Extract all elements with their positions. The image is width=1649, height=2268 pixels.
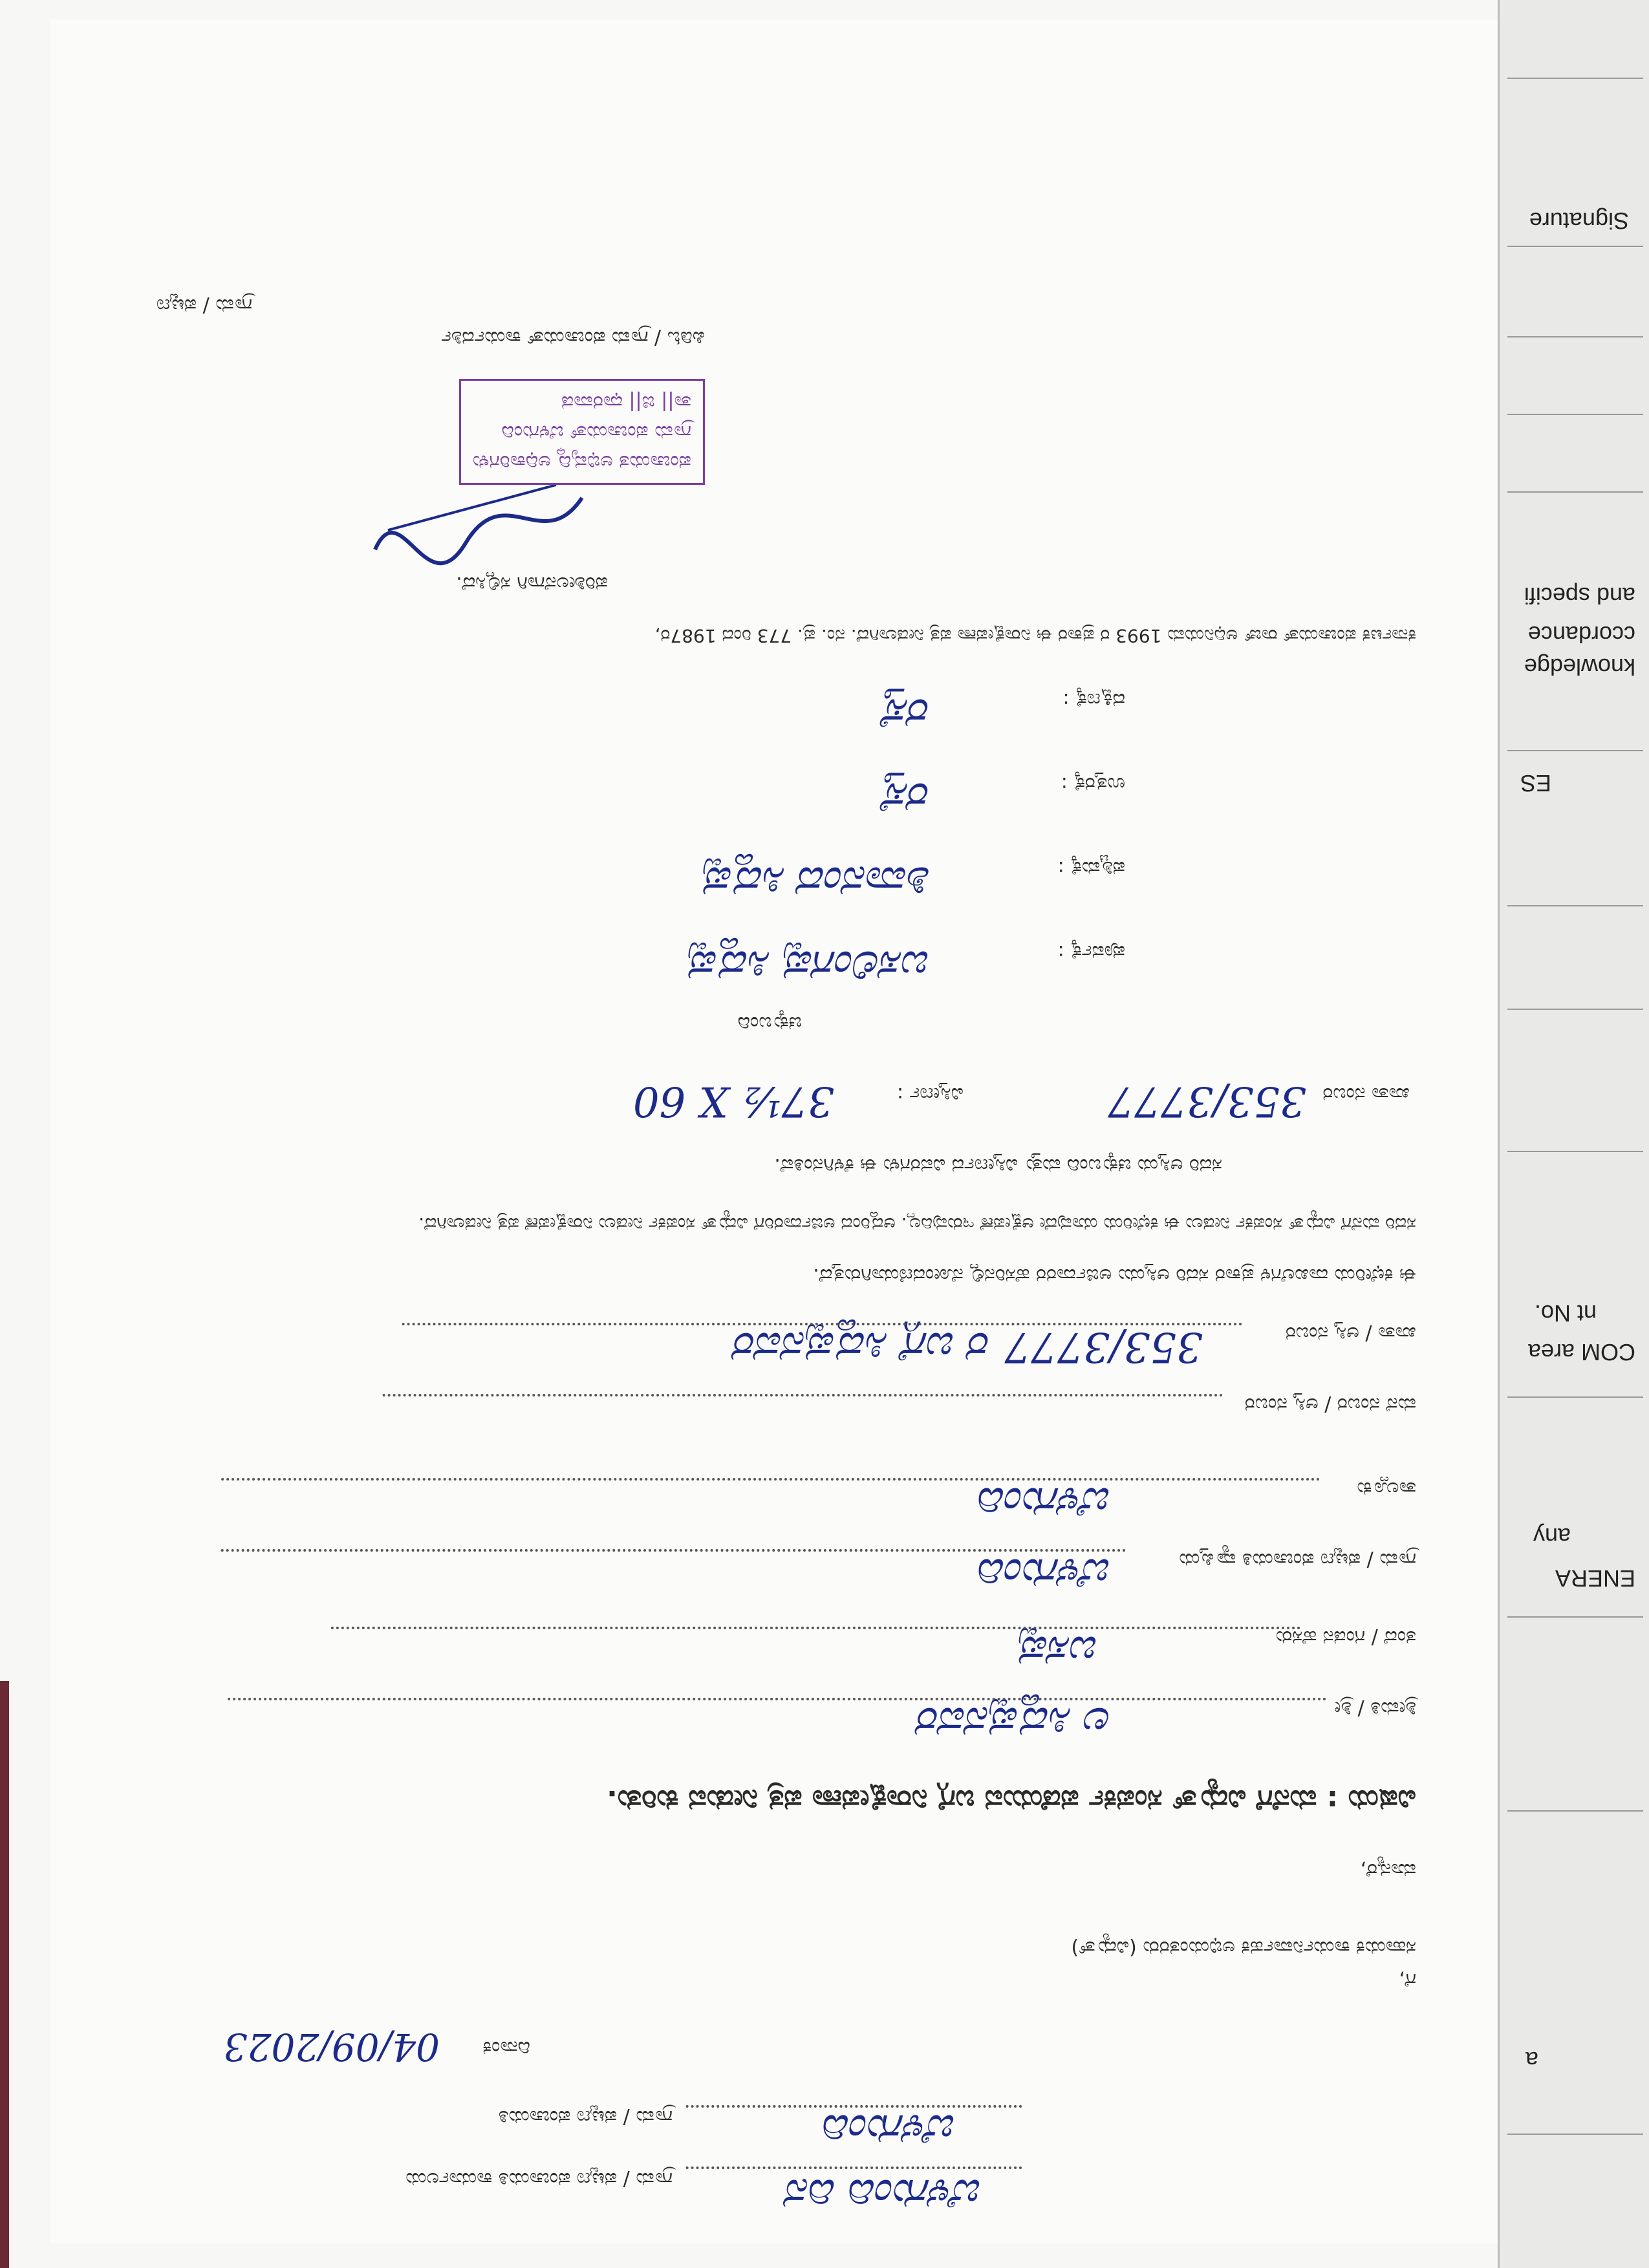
west-label: ಪಶ್ಚಿಮಕ್ಕೆ : <box>1057 857 1125 879</box>
document-page <box>50 19 1513 2243</box>
dotted-line <box>685 2166 1022 2169</box>
sign-title: ಪಿಡಿಓ / ಗ್ರಾಮ ಪಂಚಾಯತ್ ಕಾರ್ಯದರ್ಶಿ <box>441 326 705 349</box>
south-value: ರಸ್ತೆ <box>882 689 931 737</box>
form-row <box>1507 1810 1643 1812</box>
form-row <box>1507 491 1643 493</box>
strip-label-general: ENERA <box>1555 1565 1635 1592</box>
footer-note: ಪರಿಶೀಲನೆಗಾಗಿ ಸಲ್ಲಿಸಿದೆ. <box>456 572 608 595</box>
strip-label-escom-area: COM area <box>1527 1339 1635 1365</box>
property-label: ಮನೆ ನಂಬರ / ಆಸ್ತಿ ನಂಬರ <box>1244 1393 1416 1416</box>
salutation: ಗೆ, <box>1399 1969 1416 1991</box>
body-para-2: ಸದರಿ ಮನೆಗೆ ವಿದ್ಯುತ್ ಸಂಪರ್ಕ ನೀಡಲು ಈ ಕಛೇರಿಯ ಯಾವುದೇ ಆಕ್ಷೇಪಣೆ ಇರುವುದಿಲ್ಲ. ಆದ್ದರಿಂದ ಅರ್ಜಿದಾರರಿಗೆ ವಿದ್ಯುತ್ ಸಂಪರ್ಕ ನೀಡಲು ನಿರಾಕ್ಷೇಪಣೆ ಪತ್ರ ನೀಡಲಾಗಿದೆ. <box>418 1214 1416 1235</box>
assessment-value: 353/3777 ರ ಬಗ್ಗೆ ಸಿದ್ದಪ್ಪನವರ <box>735 1323 1203 1371</box>
assessment-label: ಖಾತಾ / ಆಸ್ತಿ ನಂಬರ <box>1285 1322 1416 1345</box>
name-value: ಲ ಸಿದ್ದಪ್ಪನವರ <box>918 1698 1112 1746</box>
form-row <box>1507 78 1643 79</box>
dotted-line <box>401 1323 1242 1325</box>
strip-label-accordance: ccordance <box>1527 621 1635 648</box>
panchayat-name-handwritten: ಬೆಳಗುಂದಿ <box>824 2105 957 2153</box>
stamp-line-1: ಪಂಚಾಯತ ಅಭಿವೃದ್ಧಿ ಅಧಿಕಾರಿಗಳು <box>472 451 691 473</box>
body-para-1: ಈ ಕಛೇರಿಯ ದಾಖಲೆಗಳ ಪ್ರಕಾರ ಸದರಿ ಆಸ್ತಿಯು ಅರ್ಜಿದಾರರ ಹೆಸರಿನಲ್ಲಿ ನೋಂದಣಿಯಾಗಿರುತ್ತದೆ. <box>813 1264 1416 1287</box>
stamp-line-3: ತಾ|| ಜಿ|| ಧಾರವಾಡ <box>561 391 691 414</box>
official-stamp <box>459 379 705 485</box>
west-value: ಶಿವಾನಂದ ಸಿದ್ದಪ್ಪ <box>704 857 931 905</box>
dotted-line <box>220 1478 1319 1481</box>
khata-value: 353/3777 <box>1108 1077 1306 1125</box>
binder-edge <box>0 1681 9 2268</box>
strip-label-a: a <box>1525 2047 1538 2073</box>
stamp-line-2: ಗ್ರಾಮ ಪಂಚಾಯತ್ ಬೆಳಗುಂದಿ <box>501 421 691 444</box>
form-row <box>1507 1151 1643 1152</box>
dotted-line <box>226 1698 1326 1700</box>
taluk-label: ತಾಲ್ಲೂಕು <box>1357 1477 1416 1500</box>
south-label: ದಕ್ಷಿಣಕ್ಕೆ : <box>1062 689 1125 711</box>
sign-place: ಗ್ರಾಮ / ಪಟ್ಟಣ <box>156 294 252 317</box>
east-value: ಬಸಲಿಂಗಪ್ಪ ಸಿದ್ದಪ್ಪ <box>689 941 931 989</box>
adjacent-form-strip <box>1498 0 1649 2268</box>
taluk-value: ಬೆಳಗುಂದಿ <box>979 1478 1112 1526</box>
form-row <box>1507 750 1643 751</box>
form-row <box>1507 1396 1643 1398</box>
name-label: ಶ್ರೀಮತಿ / ಶ್ರೀ <box>1334 1697 1416 1720</box>
office-label: ಗ್ರಾಮ / ಪಟ್ಟಣ ಪಂಚಾಯತಿ ಕಾರ್ಯಾಲಯ <box>405 2168 673 2190</box>
subject-line: ವಿಷಯ : ಮನೆಗೆ ವಿದ್ಯುತ್ ಸಂಪರ್ಕ ಪಡೆಯುವ ಬಗ್ಗೆ ನಿರಾಕ್ಷೇಪಣಾ ಪತ್ರ ನೀಡುವ ಕುರಿತು. <box>607 1784 1416 1817</box>
strip-label-es: ES <box>1520 770 1551 797</box>
signature-mark <box>362 472 595 569</box>
office-name-handwritten: ಬೆಳಗುಂದಿ ದಿನ <box>787 2170 983 2218</box>
boundaries-title: ಚಕ್ಕುಬಂದಿ <box>737 1012 802 1034</box>
body-para-3: ಸದರಿ ಆಸ್ತಿಯ ಚಕ್ಕುಬಂದಿ ಮತ್ತು ವಿಸ್ತೀರ್ಣದ ವಿವರಗಳು ಈ ಕೆಳಗಿನಂತಿವೆ. <box>774 1154 1222 1177</box>
greeting: ಮಾನ್ಯರೆ, <box>1360 1859 1416 1881</box>
strip-label-account-no: nt No. <box>1534 1300 1597 1327</box>
strip-label-knowledge: knowledge <box>1524 654 1635 680</box>
form-row <box>1507 1009 1643 1010</box>
strip-label-company: any <box>1533 1523 1571 1550</box>
act-line: ಕರ್ನಾಟಕ ಪಂಚಾಯತ್ ರಾಜ್ ಅಧಿನಿಯಮ 1993 ರ ಪ್ರಕಾರ ಈ ನಿರಾಕ್ಷೇಪಣಾ ಪತ್ರ ನೀಡಲಾಗಿದೆ. ನಂ. ಪ್ರ. 773 ರಿಂದ 1987ರ, <box>654 625 1416 647</box>
form-row <box>1507 1616 1643 1618</box>
area-value: 37½ X 60 <box>632 1077 834 1125</box>
form-row <box>1507 2134 1643 2135</box>
strip-label-signature: Signature <box>1529 208 1629 234</box>
form-row <box>1507 336 1643 337</box>
father-value: ಬಸಪ್ಪ <box>1019 1627 1099 1674</box>
form-row <box>1507 246 1643 247</box>
dotted-line <box>220 1549 1125 1552</box>
village-label: ಗ್ರಾಮ / ಪಟ್ಟಣ ಪಂಚಾಯತಿ ವ್ಯಾಪ್ತಿಯ <box>1179 1548 1416 1571</box>
form-row <box>1507 414 1643 415</box>
addressee: ಸಹಾಯಕ ಕಾರ್ಯನಿರ್ವಾಹಕ ಅಭಿಯಂತರರು (ವಿದ್ಯುತ್) <box>1071 1936 1416 1959</box>
east-label: ಪೂರ್ವಕ್ಕೆ : <box>1057 941 1125 963</box>
area-label: ವಿಸ್ತೀರ್ಣ : <box>897 1083 964 1106</box>
dotted-line <box>382 1394 1222 1396</box>
khata-label: ಖಾತಾ ನಂಬರ <box>1322 1083 1410 1106</box>
north-value: ರಸ್ತೆ <box>882 773 931 821</box>
north-label: ಉತ್ತರಕ್ಕೆ : <box>1061 773 1125 795</box>
village-value: ಬೆಳಗುಂದಿ <box>979 1549 1112 1597</box>
dotted-line <box>685 2105 1022 2108</box>
strip-label-specification: and specifi <box>1524 583 1635 609</box>
panchayat-label: ಗ್ರಾಮ / ಪಟ್ಟಣ ಪಂಚಾಯತಿ <box>498 2106 673 2128</box>
father-label: ತಂದೆ / ಗಂಡನ ಹೆಸರು <box>1275 1626 1416 1649</box>
dotted-line <box>330 1627 1300 1629</box>
date-value: 04/09/2023 <box>223 2025 440 2069</box>
form-row <box>1507 905 1643 906</box>
date-label: ದಿನಾಂಕ <box>482 2037 530 2059</box>
